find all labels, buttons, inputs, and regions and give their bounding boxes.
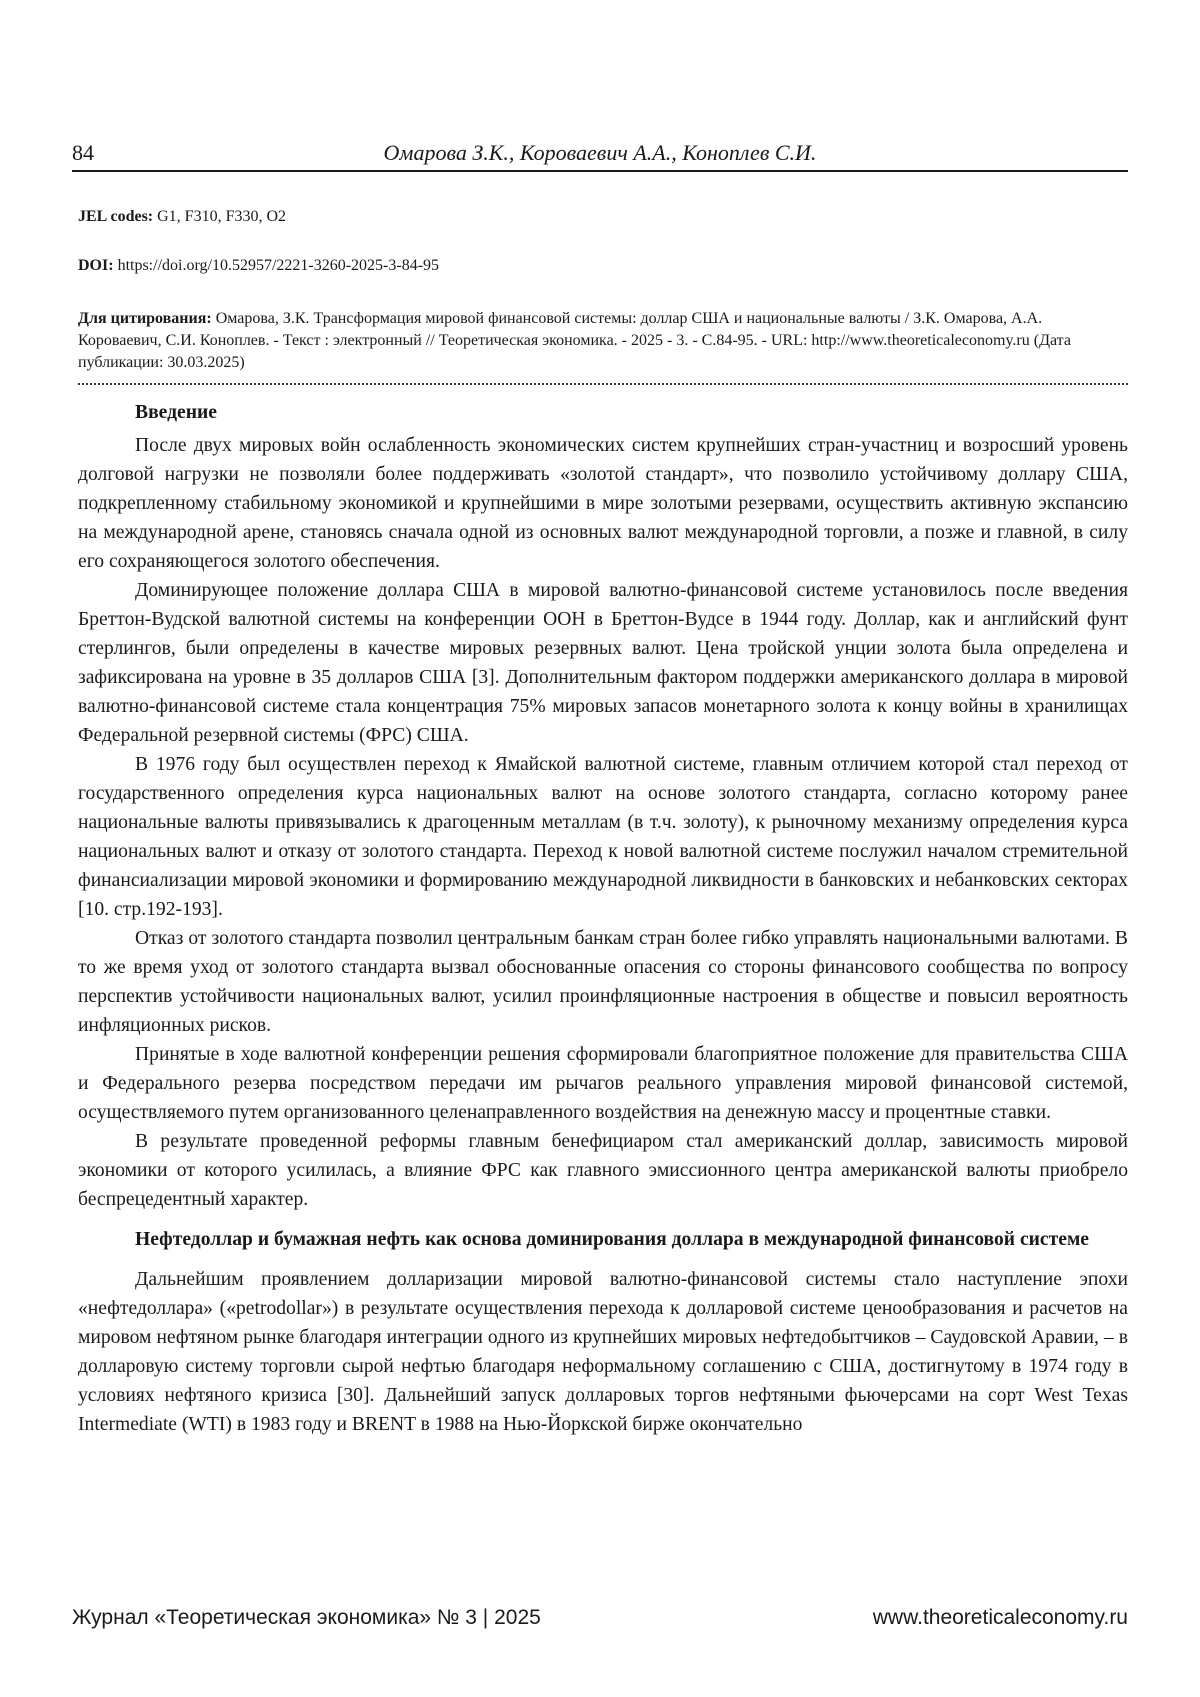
footer-journal-title: Журнал «Теоретическая экономика» № 3 | 2025 [72, 1606, 541, 1630]
paragraph: В результате проведенной реформы главным бенефициаром стал американский доллар, зависимость мировой экономики от которого усилилась, а влияние ФРС как главного эмиссионного центра американской валюты приобрело беспрецедентный характер. [78, 1127, 1128, 1214]
article-body [78, 398, 1128, 1439]
jel-value: G1, F310, F330, O2 [153, 208, 286, 225]
paragraph: После двух мировых войн ослабленность экономических систем крупнейших стран-участниц и возросший уровень долговой нагрузки не позволяли более поддерживать «золотой стандарт», что позволило устойчивому доллару США, подкрепленному стабильному экономикой и крупнейшими в мире золотыми резервами, осуществить активную экспансию на международной арене, становясь сначала одной из основных валют международной торговли, а позже и главной, в силу его сохраняющегося золотого обеспечения. [78, 431, 1128, 576]
paragraph: Дальнейшим проявлением долларизации мировой валютно-финансовой системы стало наступление эпохи «нефтедоллара» («petrodollar») в результате осуществления перехода к долларовой системе ценообразования и расчетов на мировом нефтяном рынке благодаря интеграции одного из крупнейших мировых нефтедобытчиков – Саудовской Аравии, – в долларовую систему торговли сырой нефтью благодаря неформальному соглашению с США, достигнутому в 1974 году в условиях нефтяного кризиса [30]. Дальнейший запуск долларовых торгов нефтяными фьючерсами на сорт West Texas Intermediate (WTI) в 1983 году и BRENT в 1988 на Нью-Йоркской бирже окончательно [78, 1265, 1128, 1439]
header-authors: Омарова З.К., Короваевич А.А., Коноплев С.И. [72, 140, 1128, 166]
dotted-divider [78, 383, 1128, 385]
running-header [72, 140, 1128, 172]
doi-label: DOI: [78, 257, 114, 274]
paragraph: Доминирующее положение доллара США в мировой валютно-финансовой системе установилось после введения Бреттон-Вудской валютной системы на конференции ООН в Бреттон-Вудсе в 1944 году. Доллар, как и английский фунт стерлингов, были определены в качестве мировых резервных валют. Цена тройской унции золота была определена и зафиксирована на уровне в 35 долларов США [3]. Дополнительным фактором поддержки американского доллара в мировой валютно-финансовой системе стала концентрация 75% мировых запасов монетарного золота к концу войны в хранилищах Федеральной резервной системы (ФРС) США. [78, 576, 1128, 750]
page-number: 84 [72, 140, 94, 166]
running-footer [72, 1606, 1128, 1634]
footer-website-link[interactable]: www.theoreticaleconomy.ru [873, 1606, 1128, 1630]
jel-label: JEL codes: [78, 208, 153, 225]
section-heading-petrodollar: Нефтедоллар и бумажная нефть как основа доминирования доллара в международной финансовой системе [78, 1225, 1128, 1254]
doi [78, 255, 1128, 277]
citation [78, 308, 1128, 374]
paragraph: Принятые в ходе валютной конференции решения сформировали благоприятное положение для правительства США и Федерального резерва посредством передачи им рычагов реального управления мировой финансовой системой, осуществляемого путем организованного целенаправленного воздействия на денежную массу и процентные ставки. [78, 1040, 1128, 1127]
citation-label: Для цитирования: [78, 310, 212, 327]
doi-link[interactable]: https://doi.org/10.52957/2221-3260-2025-3-84-95 [114, 257, 439, 274]
section-heading-introduction: Введение [78, 398, 1128, 427]
jel-codes [78, 206, 1128, 228]
citation-text: Омарова, З.К. Трансформация мировой финансовой системы: доллар США и национальные валюты / З.К. Омарова, А.А. Короваевич, С.И. Коноплев. - Текст : электронный // Теоретическая экономика. - 2025 - 3. - С.84-95. - URL: http://www.theoreticaleconomy.ru (Дата публикации: 30.03.2025) [78, 310, 1071, 371]
paragraph: Отказ от золотого стандарта позволил центральным банкам стран более гибко управлять национальными валютами. В то же время уход от золотого стандарта вызвал обоснованные опасения со стороны финансового сообщества по вопросу перспектив устойчивости национальных валют, усилил проинфляционные настроения в обществе и повысил вероятность инфляционных рисков. [78, 924, 1128, 1040]
paragraph: В 1976 году был осуществлен переход к Ямайской валютной системе, главным отличием которой стал переход от государственного определения курса национальных валют на основе золотого стандарта, согласно которому ранее национальные валюты привязывались к драгоценным металлам (в т.ч. золоту), к рыночному механизму определения курса национальных валют и отказу от золотого стандарта. Переход к новой валютной системе послужил началом стремительной финансиализации мировой экономики и формированию международной ликвидности в банковских и небанковских секторах [10. стр.192-193]. [78, 750, 1128, 924]
journal-page [0, 0, 1200, 1697]
